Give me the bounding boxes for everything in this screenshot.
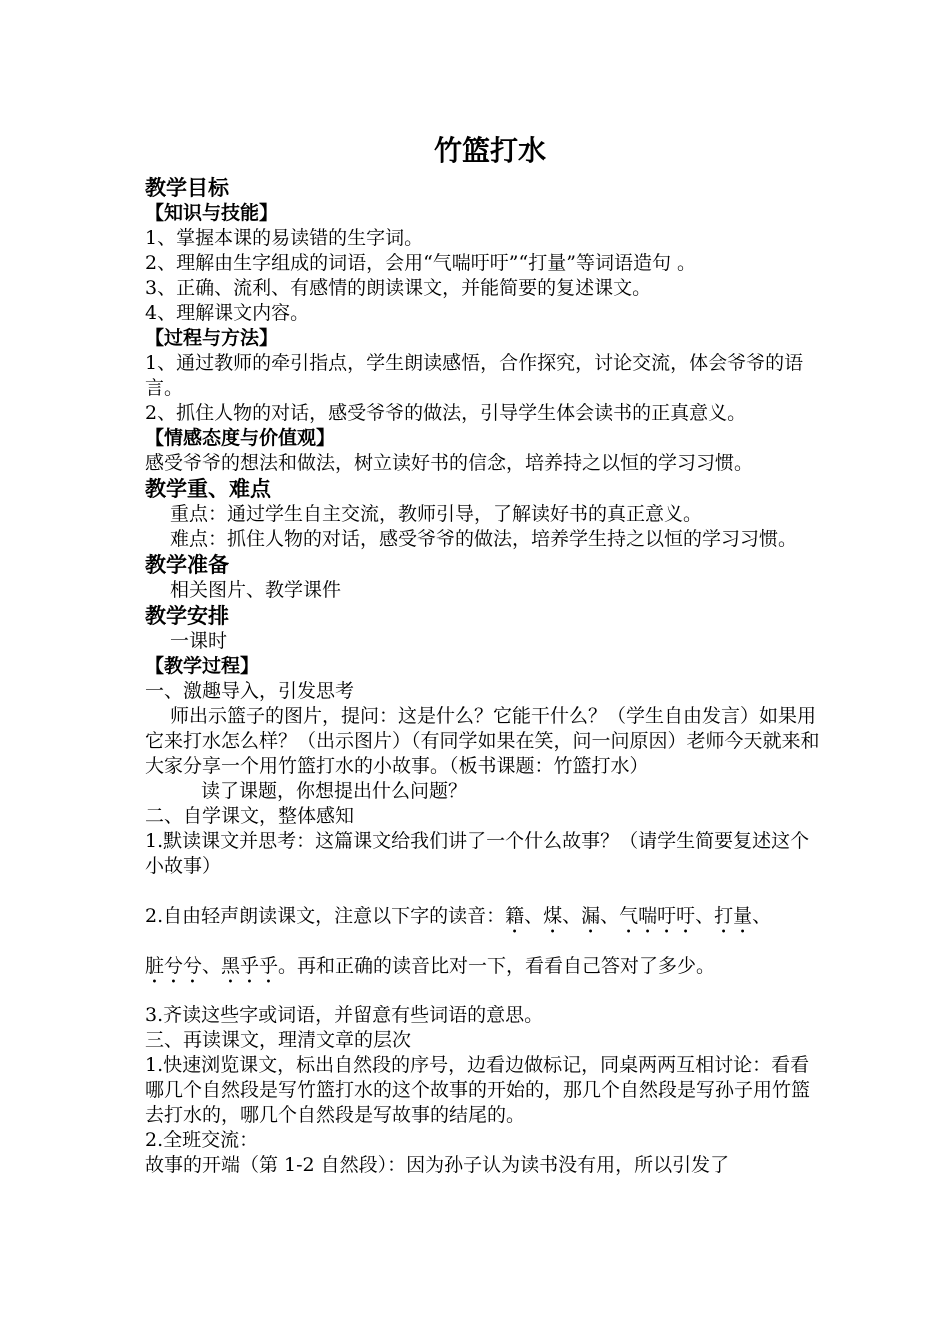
section-3-title: 三、再读课文，理清文章的层次: [145, 1029, 412, 1051]
emotion-text: 感受爷爷的想法和做法，树立读好书的信念，培养持之以恒的学习习惯。: [145, 452, 754, 474]
section-3-item-2: 2.全班交流：: [145, 1129, 259, 1151]
pronunciation-words-line-2: 脏兮兮、黑乎乎: [145, 955, 279, 977]
section-3-item-1: 1.快速浏览课文，标出自然段的序号，边看边做标记，同桌两两互相讨论：看看哪几个自然段是写竹篮打水的这个故事的开始的，那几个自然段是写孙子用竹篮去打水的，哪几个自然段是写故事的结尾的。: [145, 1054, 811, 1126]
section-2-item-2-prefix: 2.自由轻声朗读课文，注意以下字的读音：: [145, 905, 506, 927]
heading-knowledge: 【知识与技能】: [145, 202, 279, 224]
knowledge-item-2: 2、理解由生字组成的词语，会用“气喘吁吁”“打量”等词语造句 。: [145, 252, 696, 274]
heading-preparation: 教学准备: [145, 553, 229, 577]
section-1-title: 一、激趣导入，引发思考: [145, 680, 355, 702]
pronunciation-words-line-1: 籍、煤、漏、气喘吁吁、打量、: [505, 905, 772, 927]
section-2-item-3: 3.齐读这些字或词语，并留意有些词语的意思。: [145, 1004, 544, 1026]
knowledge-item-1: 1、掌握本课的易读错的生字词。: [145, 227, 424, 249]
schedule-text: 一课时: [170, 630, 228, 652]
knowledge-item-3: 3、正确、流利、有感情的朗读课文，并能简要的复述课文。: [145, 277, 652, 299]
heading-emotion: 【情感态度与价值观】: [145, 427, 336, 449]
heading-keypoints: 教学重、难点: [145, 477, 271, 501]
process-item-2: 2、抓住人物的对话，感受爷爷的做法，引导学生体会读书的正真意义。: [145, 402, 747, 424]
section-1-paragraph: 师出示篮子的图片，提问：这是什么？它能干什么？（学生自由发言）如果用它来打水怎么样？（出示图片）（有同学如果在笑，问一问原因）老师今天就来和大家分享一个用竹篮打水的小故事。（板书课题：竹篮打水）: [145, 705, 820, 777]
section-2-item-2-suffix: 。再和正确的读音比对一下，看看自己答对了多少。: [278, 955, 716, 977]
preparation-text: 相关图片、教学课件: [170, 579, 342, 601]
heading-objectives: 教学目标: [145, 176, 229, 200]
heading-schedule: 教学安排: [145, 604, 229, 628]
document-body: [145, 133, 825, 1178]
section-2-title: 二、自学课文，整体感知: [145, 805, 355, 827]
section-2-item-2: [145, 891, 825, 991]
section-1-question: 读了课题，你想提出什么问题？: [201, 780, 468, 802]
heading-procedure: 【教学过程】: [145, 655, 260, 677]
heading-process: 【过程与方法】: [145, 327, 279, 349]
process-item-1: 1、通过教师的牵引指点，学生朗读感悟，合作探究，讨论交流，体会爷爷的语言。: [145, 352, 804, 399]
keypoint-key: 重点：通过学生自主交流，教师引导，了解读好书的真正意义。: [170, 503, 703, 525]
keypoint-difficult: 难点：抓住人物的对话，感受爷爷的做法，培养学生持之以恒的学习习惯。: [170, 528, 798, 550]
section-3-item-3: 故事的开端（第 1-2 自然段）：因为孙子认为读书没有用，所以引发了: [145, 1154, 730, 1176]
page-title: 竹篮打水: [433, 134, 546, 167]
section-2-item-1: 1.默读课文并思考：这篇课文给我们讲了一个什么故事？（请学生简要复述这个小故事）: [145, 830, 810, 877]
knowledge-item-4: 4、理解课文内容。: [145, 302, 310, 324]
